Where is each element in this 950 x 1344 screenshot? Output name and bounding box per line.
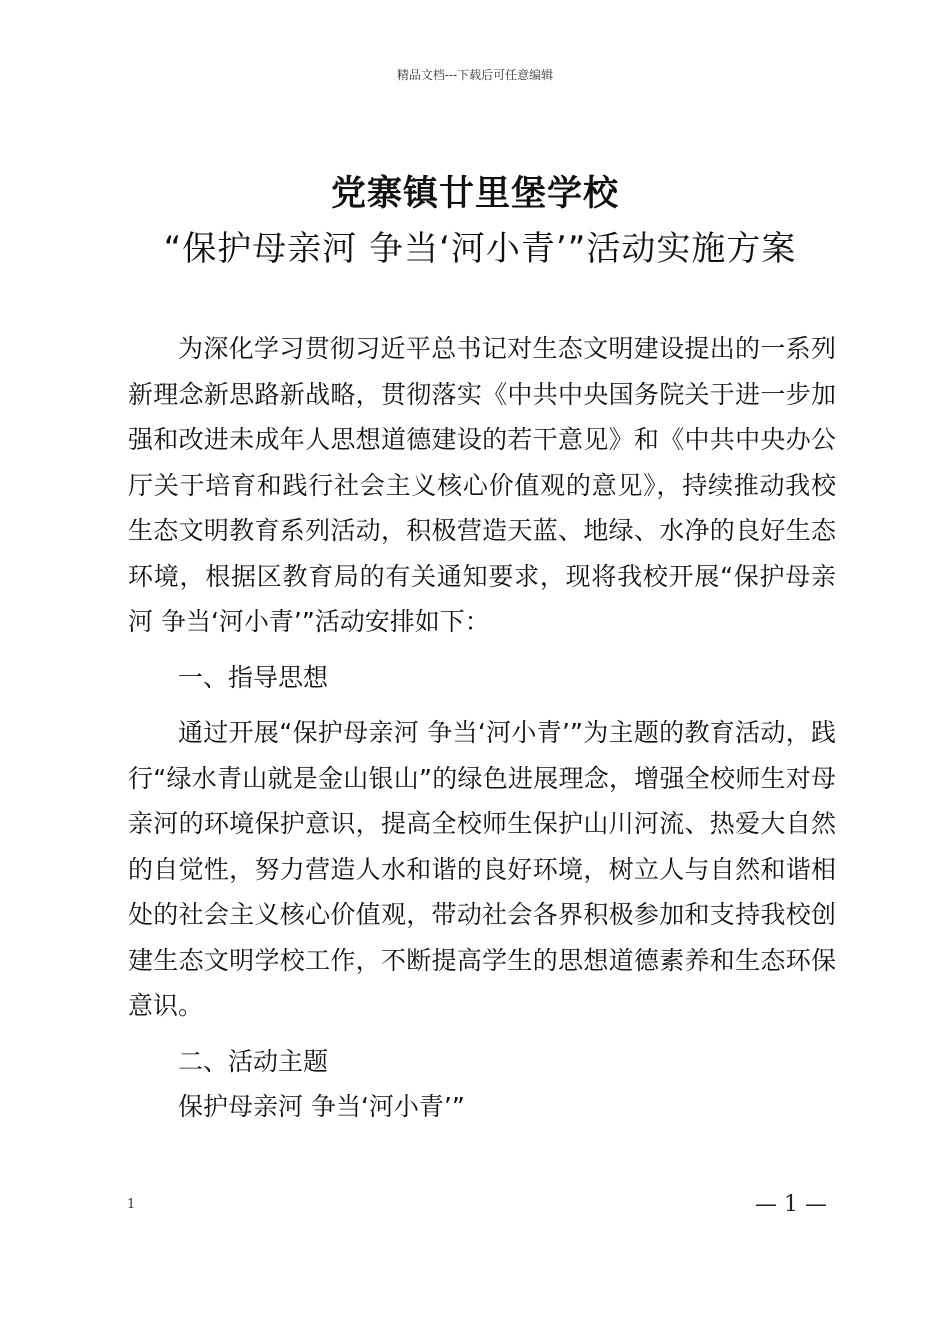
document-title: 党寨镇廿里堡学校 bbox=[330, 173, 619, 214]
section-heading-activity-theme: 二、活动主题 bbox=[178, 1046, 329, 1076]
document-subtitle: “保护母亲河 争当‘河小青’”活动实施方案 bbox=[163, 229, 797, 269]
guiding-ideology-paragraph: 通过开展“保护母亲河 争当‘河小青’”为主题的教育活动，践行“绿水青山就是金山银山”的绿色进展理念，增强全校师生对母亲河的环境保护意识，提高全校师生保护山川河流、热爱大自然的自觉性，努力营造人水和谐的良好环境，树立人与自然和谐相处的社会主义核心价值观，带动社会各界积极参加和支持我校创建生态文明学校工作，不断提高学生的思想道德素养和生态环保意识。 bbox=[128, 718, 836, 1020]
document-body bbox=[128, 326, 836, 1130]
activity-theme-paragraph: 保护母亲河 争当‘河小青’” bbox=[178, 1092, 465, 1121]
section-heading-guiding-ideology: 一、指导思想 bbox=[178, 662, 329, 692]
footer-page-number-left: 1 bbox=[127, 1197, 136, 1212]
document-header-note: 精品文档---下载后可任意编辑 bbox=[396, 68, 554, 82]
intro-paragraph: 为深化学习贯彻习近平总书记对生态文明建设提出的一系列新理念新思路新战略，贯彻落实《中共中央国务院关于进一步加强和改进未成年人思想道德建设的若干意见》和《中共中央办公厅关于培育和践行社会主义核心价值观的意见》，持续推动我校生态文明教育系列活动，积极营造天蓝、地绿、水净的良好生态环境，根据区教育局的有关通知要求，现将我校开展“保护母亲河 争当‘河小青’”活动安排如下： bbox=[128, 334, 836, 636]
footer-page-number-right: — 1 — bbox=[755, 1192, 827, 1217]
